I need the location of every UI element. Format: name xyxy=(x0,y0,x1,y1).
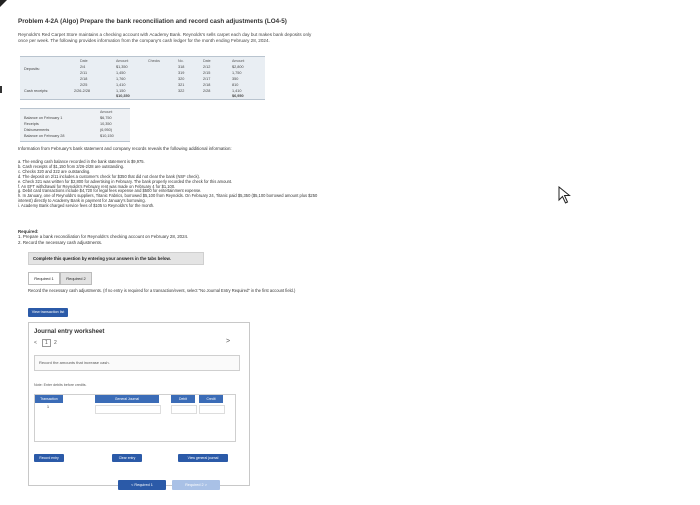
ledger-cell: 810 xyxy=(232,83,239,87)
ledger-cell: 321 xyxy=(178,83,185,87)
ledger-total-receipts: $10,350 xyxy=(116,94,130,98)
record-prompt: Record the amounts that increase cash. xyxy=(34,355,240,371)
balance-label: Disbursements xyxy=(24,128,50,132)
balance-header-amount: Amount xyxy=(100,110,113,114)
ledger-cell: 318 xyxy=(178,65,185,69)
pager-prev-icon[interactable]: < xyxy=(34,340,37,346)
required-section xyxy=(18,229,188,245)
col-credit: Credit xyxy=(199,395,223,403)
ledger-label-receipts: Cash receipts: xyxy=(24,89,49,93)
ledger-cell: 1,450 xyxy=(116,71,126,75)
facts-list xyxy=(18,160,328,209)
ledger-header-date2: Date xyxy=(203,59,211,63)
ledger-cell: 320 xyxy=(178,77,185,81)
balance-value: (6,950) xyxy=(100,128,113,132)
ledger-cell: 2/4 xyxy=(80,65,86,69)
ledger-header-no: No. xyxy=(178,59,184,63)
corner-marker xyxy=(0,0,7,7)
ledger-cell: 1,760 xyxy=(116,77,126,81)
problem-title: Problem 4-2A (Algo) Prepare the bank reconciliation and record cash adjustments (LO4-5) xyxy=(18,18,287,25)
worksheet-title: Journal entry worksheet xyxy=(34,328,105,335)
ledger-header-amount2: Amount xyxy=(232,59,245,63)
tab-required-2[interactable]: Required 2 xyxy=(60,272,92,285)
prev-required-button[interactable]: < Required 1 xyxy=(118,480,166,490)
edge-marker xyxy=(0,86,2,93)
required-item: 1. Prepare a bank reconciliation for Reynolds's checking account on February 28, 2024. xyxy=(18,234,189,240)
ledger-cell: 2/12 xyxy=(203,65,211,69)
ledger-label-deposits: Deposits: xyxy=(24,67,40,71)
ledger-cell: 2/11 xyxy=(80,71,88,75)
balance-value: $6,750 xyxy=(100,116,112,120)
view-transaction-list-button[interactable]: View transaction list xyxy=(28,308,68,317)
ledger-cell: 2/18 xyxy=(80,77,88,81)
ledger-cell: 2/18 xyxy=(203,83,211,87)
journal-table xyxy=(34,394,236,442)
cash-ledger-table xyxy=(20,56,265,100)
info-heading: Information from February's bank statement and company records reveals the following additional information: xyxy=(18,146,232,151)
balance-label: Receipts xyxy=(24,122,39,126)
debits-note: Note: Enter debits before credits. xyxy=(34,383,87,387)
ledger-cell: $2,800 xyxy=(232,65,244,69)
fact-item: c. Checks 320 and 322 are outstanding. xyxy=(18,168,91,174)
mouse-cursor-icon xyxy=(558,186,572,204)
ledger-header-date: Date xyxy=(80,59,88,63)
fact-item: g. Debit card transactions include $4,720 for legal fees expense and $500 for entertainment expense. xyxy=(18,188,202,194)
ledger-cell: 2/15 xyxy=(203,71,211,75)
ledger-cell: 2/26-2/28 xyxy=(74,89,91,93)
ledger-cell: 1,410 xyxy=(232,89,242,93)
row-number: 1 xyxy=(47,405,49,409)
balance-table xyxy=(20,108,130,142)
next-required-button[interactable]: Required 2 > xyxy=(172,480,220,490)
fact-item: d. The deposit on 2/11 includes a customer's check for $350 that did not clear the bank (NSF check). xyxy=(18,173,200,179)
fact-item: e. Check 321 was written for $2,800 for advertising in February. The bank properly recorded the check for this amount. xyxy=(18,178,233,184)
complete-banner: Complete this question by entering your answers in the tabs below. xyxy=(28,252,204,265)
ledger-cell: 1,750 xyxy=(232,71,242,75)
debit-field[interactable] xyxy=(171,405,197,414)
instructions: Record the necessary cash adjustments. (If no entry is required for a transaction/event, select "No Journal Entry Required" in the first account field.) xyxy=(28,288,296,293)
ledger-cell: 319 xyxy=(178,71,185,75)
record-entry-button[interactable]: Record entry xyxy=(34,454,64,462)
ledger-cell: 2/17 xyxy=(203,77,211,81)
ledger-cell: 2/25 xyxy=(80,83,88,87)
tab-required-1[interactable]: Required 1 xyxy=(28,272,60,285)
col-transaction: Transaction xyxy=(35,395,63,403)
ledger-total-checks: $6,950 xyxy=(232,94,244,98)
pager-page-1[interactable]: 1 xyxy=(42,339,51,347)
col-debit: Debit xyxy=(171,395,195,403)
ledger-cell: $1,350 xyxy=(116,65,128,69)
ledger-header-checks: Checks xyxy=(148,59,160,63)
ledger-header-amount: Amount xyxy=(116,59,129,63)
pager-next-icon[interactable]: > xyxy=(226,338,231,345)
fact-item: f. An EFT withdrawal for Reynolds's February rent was made on February 4 for $1,100. xyxy=(18,183,176,189)
col-general-journal: General Journal xyxy=(95,395,159,403)
required-heading: Required: xyxy=(18,229,39,234)
ledger-cell: 322 xyxy=(178,89,185,93)
credit-field[interactable] xyxy=(199,405,225,414)
fact-item: a. The ending cash balance recorded in the bank statement is $9,975. xyxy=(18,159,145,164)
fact-item: h. In January, one of Reynolds's suppliers, Titanic Fabrics, borrowed $5,100 from Reynolds. On February 24, Titanic paid $5,350 ($5,100 borrowed amount plus $250 interest) directly to Academy Bank in payment for January's borrowing. xyxy=(18,193,318,204)
balance-value: 10,350 xyxy=(100,122,112,126)
clear-entry-button[interactable]: Clear entry xyxy=(112,454,142,462)
view-general-journal-button[interactable]: View general journal xyxy=(178,454,228,462)
account-field[interactable] xyxy=(95,405,161,414)
ledger-cell: 350 xyxy=(232,77,239,81)
balance-label: Balance on February 1 xyxy=(24,116,63,120)
balance-label: Balance on February 28 xyxy=(24,134,65,138)
fact-item: b. Cash receipts of $1,150 from 2/26-2/28 are outstanding. xyxy=(18,163,125,169)
ledger-cell: 2/28 xyxy=(203,89,211,93)
required-item: 2. Record the necessary cash adjustments. xyxy=(18,239,103,245)
balance-value: $10,150 xyxy=(100,134,114,138)
problem-intro: Reynolds's Red Carpet Store maintains a checking account with Academy Bank. Reynolds's sells carpet each day but makes bank deposits only once per week. The following provides information from the company's cash ledger for the month ending February 28, 2024. xyxy=(18,32,312,44)
pager-page-2[interactable]: 2 xyxy=(54,340,57,346)
ledger-cell: 1,410 xyxy=(116,83,126,87)
ledger-cell: 1,150 xyxy=(116,89,126,93)
fact-item: i. Academy Bank charged service fees of $105 to Reynolds's for the month. xyxy=(18,203,155,209)
